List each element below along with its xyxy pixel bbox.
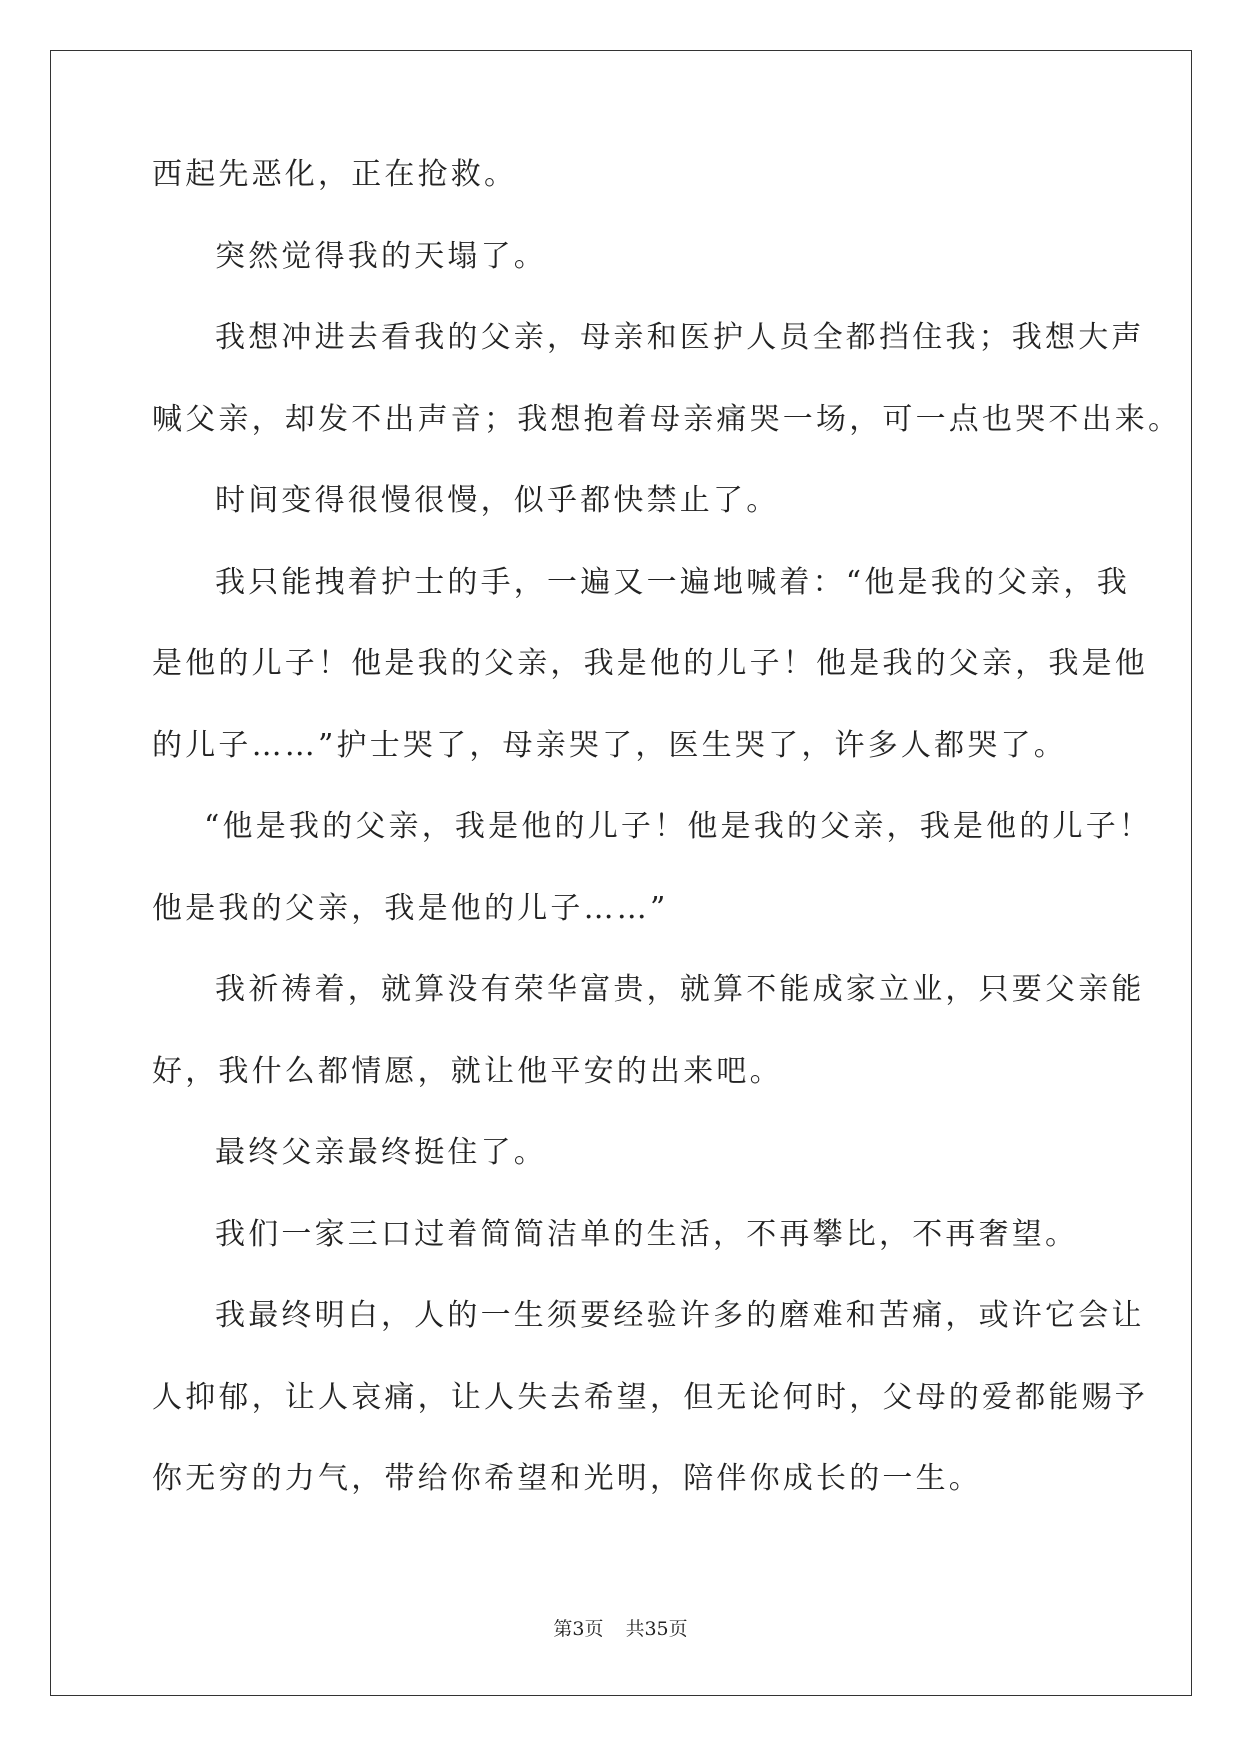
text-line: 喊父亲，却发不出声音；我想抱着母亲痛哭一场，可一点也哭不出来。 bbox=[152, 401, 1182, 437]
page-footer bbox=[0, 1618, 1241, 1640]
text-line: 时间变得很慢很慢，似乎都快禁止了。 bbox=[215, 483, 780, 518]
text-line: 他是我的父亲，我是他的儿子……” bbox=[152, 890, 669, 926]
text-line: 我们一家三口过着简简洁单的生活，不再攀比，不再奢望。 bbox=[215, 1216, 1079, 1252]
text-line: 你无穷的力气，带给你希望和光明，陪伴你成长的一生。 bbox=[152, 1461, 982, 1496]
text-line: 我祈祷着，就算没有荣华富贵，就算不能成家立业，只要父亲能 bbox=[215, 972, 1145, 1007]
text-line: 突然觉得我的天塌了。 bbox=[215, 238, 547, 274]
text-line: 我想冲进去看我的父亲，母亲和医护人员全都挡住我；我想大声 bbox=[215, 320, 1145, 355]
document-body bbox=[152, 157, 1182, 1544]
text-line: “他是我的父亲，我是他的儿子！他是我的父亲，我是他的儿子！ bbox=[204, 809, 1153, 844]
page-number: 第3页 bbox=[553, 1618, 604, 1640]
page-total: 共35页 bbox=[625, 1618, 688, 1640]
text-line: 最终父亲最终挺住了。 bbox=[215, 1135, 547, 1170]
text-line: 我最终明白，人的一生须要经验许多的磨难和苦痛，或许它会让 bbox=[215, 1298, 1145, 1333]
text-line: 是他的儿子！他是我的父亲，我是他的儿子！他是我的父亲，我是他 bbox=[152, 646, 1148, 681]
text-line: 我只能拽着护士的手，一遍又一遍地喊着：“他是我的父亲，我 bbox=[215, 564, 1130, 600]
text-line: 好，我什么都情愿，就让他平安的出来吧。 bbox=[152, 1053, 783, 1089]
text-line: 的儿子……”护士哭了，母亲哭了，医生哭了，许多人都哭了。 bbox=[152, 727, 1067, 763]
text-line: 人抑郁，让人哀痛，让人失去希望，但无论何时，父母的爱都能赐予 bbox=[152, 1379, 1148, 1415]
text-line: 西起先恶化，正在抢救。 bbox=[152, 157, 518, 192]
